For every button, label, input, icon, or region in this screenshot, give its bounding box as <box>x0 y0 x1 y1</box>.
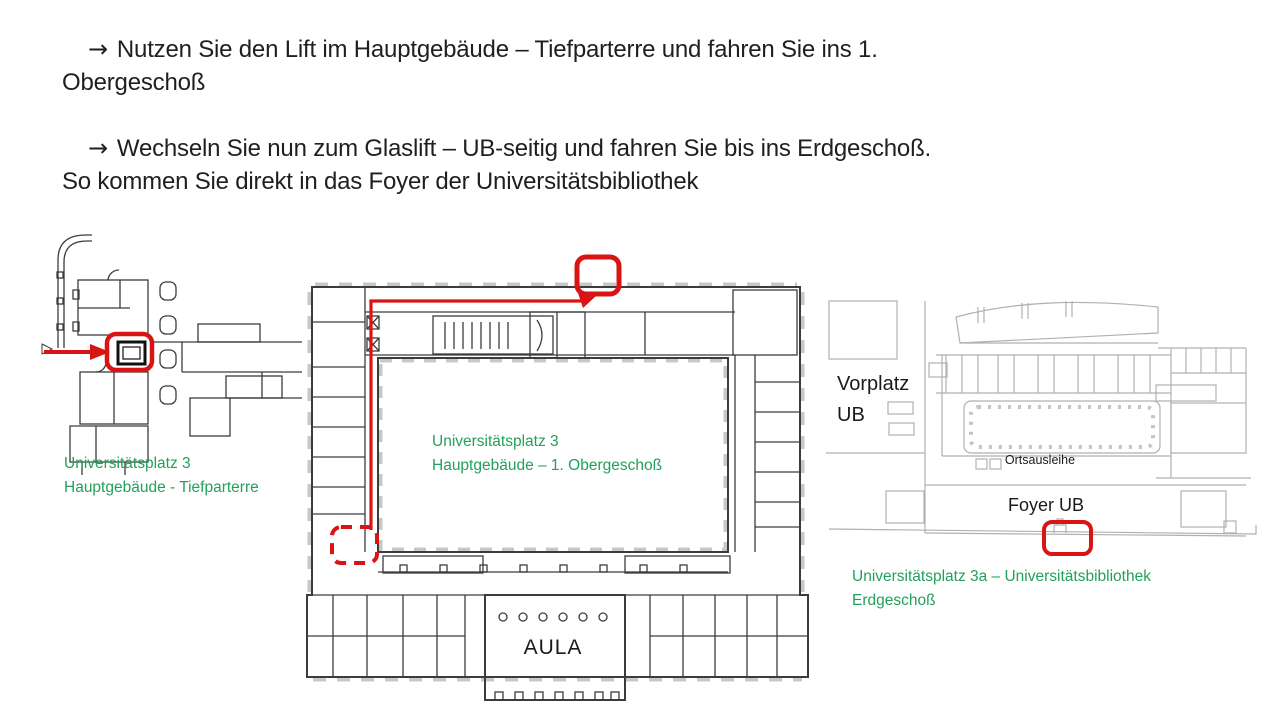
instructions <box>62 33 1102 231</box>
lift-highlight-box-dashed <box>332 527 377 563</box>
instruction-step-1 <box>62 33 1102 99</box>
caption-ub-erdgeschoss <box>852 565 1151 613</box>
label-aula: AULA <box>523 636 583 659</box>
label-ortsausleihe: Ortsausleihe <box>1004 453 1076 467</box>
caption-tiefparterre <box>64 452 259 500</box>
caption-obergeschoss-line1: Universitätsplatz 3 <box>432 433 559 450</box>
route-line <box>371 301 583 530</box>
label-vorplatz-line1: Vorplatz <box>837 373 910 395</box>
label-vorplatz-ub <box>837 369 909 431</box>
instruction-step-2-line-2: So kommen Sie direkt in das Foyer der Universitätsbibliothek <box>62 168 699 195</box>
caption-ub-erdgeschoss-line2: Erdgeschoß <box>852 592 936 609</box>
instruction-step-1-line-2: Obergeschoß <box>62 69 206 96</box>
caption-tiefparterre-line1: Universitätsplatz 3 <box>64 455 191 472</box>
entrance-highlight-box <box>1044 522 1091 554</box>
arrow-right-icon: → <box>88 134 108 162</box>
instruction-step-2-line-1: Wechseln Sie nun zum Glaslift – UB-seitig und fahren Sie bis ins Erdgeschoß. <box>116 135 932 162</box>
label-foyer-ub: Foyer UB <box>1007 495 1085 515</box>
instruction-step-2 <box>62 132 1102 198</box>
caption-ub-erdgeschoss-line1: Universitätsplatz 3a – Universitätsbibliothek <box>852 568 1151 585</box>
label-vorplatz-line2: UB <box>837 404 865 426</box>
caption-obergeschoss-line2: Hauptgebäude – 1. Obergeschoß <box>432 457 663 474</box>
arrow-right-icon: → <box>88 35 108 63</box>
glaslift-highlight-box <box>577 257 619 294</box>
instruction-step-1-line-1: Nutzen Sie den Lift im Hauptgebäude – Tiefparterre und fahren Sie ins 1. <box>116 36 878 63</box>
floorplan-tiefparterre <box>30 230 310 475</box>
caption-tiefparterre-line2: Hauptgebäude - Tiefparterre <box>64 479 259 496</box>
caption-obergeschoss <box>432 430 662 478</box>
